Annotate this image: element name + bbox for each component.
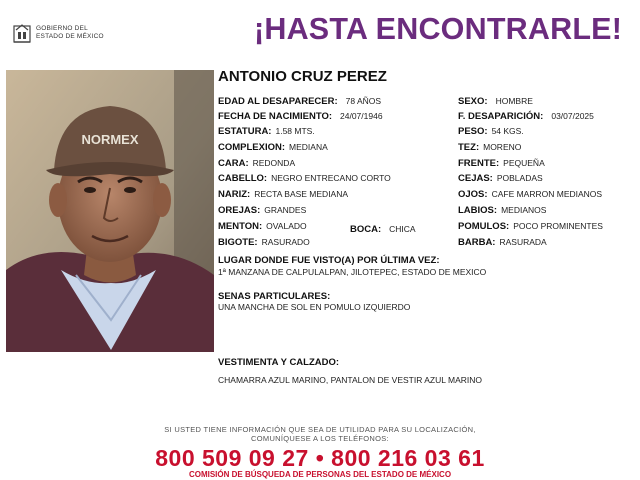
field-label: ESTATURA: bbox=[218, 126, 272, 137]
clothing-value: CHAMARRA AZUL MARINO, PANTALON DE VESTIR AZUL MARINO bbox=[218, 375, 483, 385]
field-value: MORENO bbox=[483, 142, 522, 152]
field-label: BIGOTE: bbox=[218, 237, 258, 248]
state-emblem-icon bbox=[12, 22, 32, 44]
field-value: 1.58 MTS. bbox=[275, 126, 315, 136]
field-f-desaparicion bbox=[458, 111, 594, 122]
field-ojos bbox=[458, 189, 602, 200]
field-label: CEJAS: bbox=[458, 173, 493, 184]
field-value: MEDIANOS bbox=[501, 205, 547, 215]
field-bigote bbox=[218, 237, 310, 248]
field-frente bbox=[458, 158, 545, 169]
field-value: POBLADAS bbox=[496, 173, 543, 183]
footer-note-line-1: SI USTED TIENE INFORMACIÓN QUE SEA DE UTILIDAD PARA SU LOCALIZACIÓN, bbox=[164, 425, 476, 434]
phone-numbers: 800 509 09 27 • 800 216 03 61 bbox=[155, 445, 485, 471]
field-complexion bbox=[218, 142, 328, 153]
field-value: POCO PROMINENTES bbox=[513, 221, 603, 231]
field-edad bbox=[218, 96, 381, 107]
marks-value: UNA MANCHA DE SOL EN POMULO IZQUIERDO bbox=[218, 302, 411, 312]
field-value: CHICA bbox=[389, 224, 416, 234]
person-photo bbox=[6, 70, 214, 352]
field-value: HOMBRE bbox=[495, 96, 533, 106]
footer-note-line-2: COMUNÍQUESE A LOS TELÉFONOS: bbox=[251, 434, 389, 443]
field-value: RASURADA bbox=[499, 237, 547, 247]
clothing-label: VESTIMENTA Y CALZADO: bbox=[218, 357, 340, 368]
field-boca bbox=[350, 224, 416, 235]
field-tez bbox=[458, 142, 521, 153]
field-value: 78 AÑOS bbox=[345, 96, 382, 106]
field-estatura bbox=[218, 126, 315, 137]
commission-name: COMISIÓN DE BÚSQUEDA DE PERSONAS DEL ESTADO DE MÉXICO bbox=[188, 470, 452, 479]
field-nariz bbox=[218, 189, 348, 200]
field-label: NARIZ: bbox=[218, 189, 251, 200]
field-label: CABELLO: bbox=[218, 173, 268, 184]
field-value: 54 KGS. bbox=[491, 126, 524, 136]
field-label: EDAD AL DESAPARECER: bbox=[218, 96, 338, 107]
last-seen-label: LUGAR DONDE FUE VISTO(A) POR ÚLTIMA VEZ: bbox=[218, 255, 440, 266]
field-pomulos bbox=[458, 221, 603, 232]
field-labios bbox=[458, 205, 546, 216]
logo-line-2: ESTADO DE MÉXICO bbox=[36, 33, 104, 40]
cap-logo-text: NORMEX bbox=[81, 132, 139, 147]
field-barba bbox=[458, 237, 547, 248]
field-label: PESO: bbox=[458, 126, 488, 137]
field-cabello bbox=[218, 173, 391, 184]
field-label: TEZ: bbox=[458, 142, 480, 153]
marks-label: SENAS PARTICULARES: bbox=[218, 291, 331, 302]
person-portrait bbox=[6, 70, 214, 352]
field-value: RECTA BASE MEDIANA bbox=[254, 189, 349, 199]
field-value: NEGRO ENTRECANO CORTO bbox=[271, 173, 391, 183]
field-menton bbox=[218, 221, 307, 232]
field-label: F. DESAPARICIÓN: bbox=[458, 111, 544, 122]
field-label: FRENTE: bbox=[458, 158, 500, 169]
field-label: COMPLEXION: bbox=[218, 142, 286, 153]
logo-line-1: GOBIERNO DEL bbox=[36, 25, 88, 32]
field-label: BOCA: bbox=[350, 224, 382, 235]
field-orejas bbox=[218, 205, 306, 216]
field-value: REDONDA bbox=[252, 158, 296, 168]
field-fecha-nacimiento bbox=[218, 111, 383, 122]
field-cejas bbox=[458, 173, 543, 184]
field-value: GRANDES bbox=[264, 205, 307, 215]
field-value: PEQUEÑA bbox=[503, 158, 545, 168]
field-label: BARBA: bbox=[458, 237, 496, 248]
headline: ¡HASTA ENCONTRARLE! bbox=[254, 12, 623, 46]
field-cara bbox=[218, 158, 295, 169]
field-value: RASURADO bbox=[261, 237, 310, 247]
field-label: OJOS: bbox=[458, 189, 488, 200]
field-value: MEDIANA bbox=[289, 142, 328, 152]
field-value: 24/07/1946 bbox=[340, 111, 383, 121]
person-name: ANTONIO CRUZ PEREZ bbox=[218, 68, 387, 85]
field-label: OREJAS: bbox=[218, 205, 261, 216]
field-value: 03/07/2025 bbox=[551, 111, 594, 121]
government-logo bbox=[12, 22, 112, 46]
field-label: MENTON: bbox=[218, 221, 263, 232]
field-label: LABIOS: bbox=[458, 205, 498, 216]
field-label: POMULOS: bbox=[458, 221, 510, 232]
field-peso bbox=[458, 126, 524, 137]
field-label: FECHA DE NACIMIENTO: bbox=[218, 111, 332, 122]
field-value: OVALADO bbox=[266, 221, 307, 231]
field-label: CARA: bbox=[218, 158, 249, 169]
last-seen-value: 1ª MANZANA DE CALPULALPAN, JILOTEPEC, ESTADO DE MEXICO bbox=[218, 267, 487, 277]
field-sexo bbox=[458, 96, 533, 107]
field-value: CAFE MARRON MEDIANOS bbox=[491, 189, 603, 199]
field-label: SEXO: bbox=[458, 96, 488, 107]
